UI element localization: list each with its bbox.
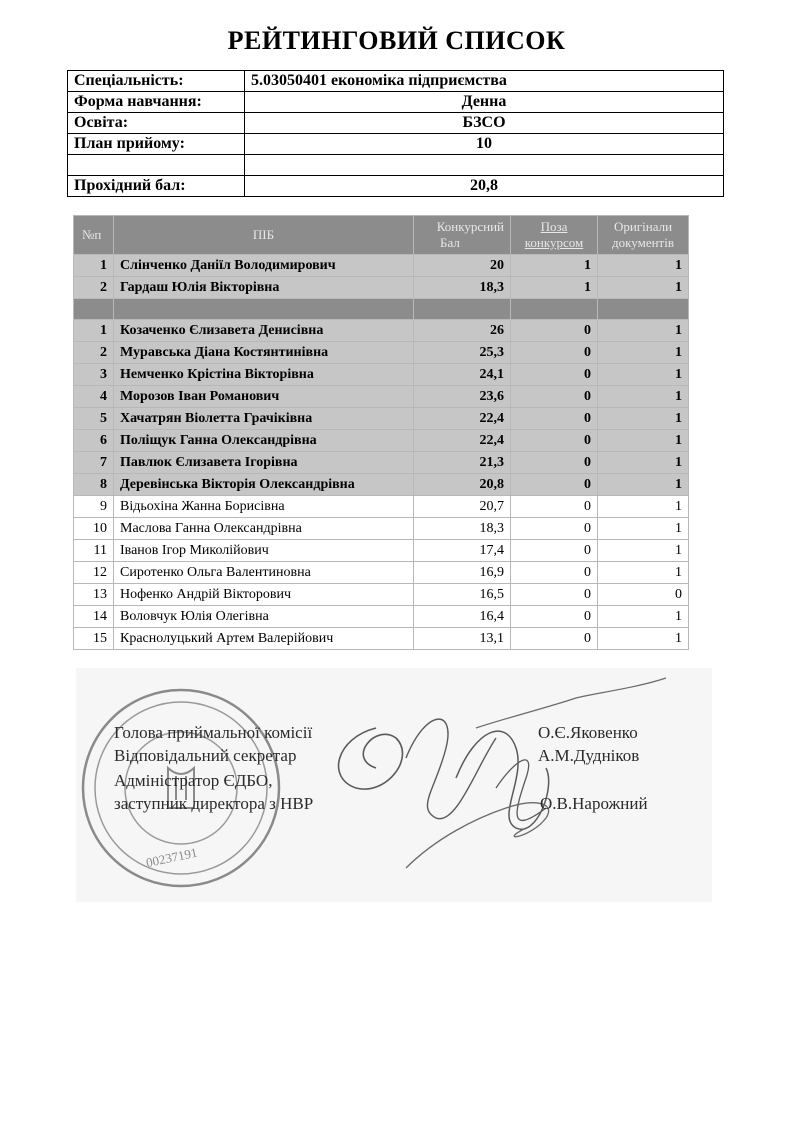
signature-block <box>76 668 712 902</box>
table-row <box>74 364 689 386</box>
row-score: 26 <box>414 320 511 342</box>
row-original-documents: 1 <box>598 342 689 364</box>
row-score: 22,4 <box>414 408 511 430</box>
row-original-documents: 1 <box>598 364 689 386</box>
row-out-of-competition: 0 <box>511 364 598 386</box>
row-original-documents: 1 <box>598 277 689 299</box>
row-out-of-competition: 0 <box>511 408 598 430</box>
study-form-label: Форма навчання: <box>68 92 245 113</box>
row-original-documents: 1 <box>598 408 689 430</box>
row-full-name: Морозов Іван Романович <box>114 386 414 408</box>
row-full-name: Іванов Ігор Миколійович <box>114 540 414 562</box>
passing-score-row <box>68 176 724 197</box>
header-competitive-score-line2: Бал <box>440 235 460 250</box>
row-out-of-competition: 0 <box>511 430 598 452</box>
row-full-name: Гардаш Юлія Вікторівна <box>114 277 414 299</box>
row-number: 15 <box>74 628 114 650</box>
row-number: 2 <box>74 277 114 299</box>
education-row <box>68 113 724 134</box>
row-out-of-competition: 0 <box>511 584 598 606</box>
row-original-documents: 1 <box>598 255 689 277</box>
empty-label-cell <box>68 155 245 176</box>
row-full-name: Козаченко Єлизавета Денисівна <box>114 320 414 342</box>
row-out-of-competition: 1 <box>511 255 598 277</box>
separator-cell <box>414 299 511 320</box>
row-number: 2 <box>74 342 114 364</box>
header-out-of-competition-line2: конкурсом <box>524 235 584 250</box>
separator-cell <box>511 299 598 320</box>
table-row <box>74 277 689 299</box>
ranking-table <box>73 215 689 650</box>
table-row <box>74 430 689 452</box>
row-out-of-competition: 0 <box>511 606 598 628</box>
row-score: 16,4 <box>414 606 511 628</box>
row-out-of-competition: 0 <box>511 474 598 496</box>
row-score: 25,3 <box>414 342 511 364</box>
role-edbo-administrator: Адміністратор ЄДБО, <box>114 771 273 790</box>
row-full-name: Краснолуцький Артем Валерійович <box>114 628 414 650</box>
row-score: 24,1 <box>414 364 511 386</box>
name-executive-secretary: А.М.Дудніков <box>538 746 640 765</box>
admission-plan-value: 10 <box>245 134 724 155</box>
header-original-documents <box>598 216 689 255</box>
ranking-header-row <box>74 216 689 255</box>
table-row <box>74 540 689 562</box>
row-number: 12 <box>74 562 114 584</box>
table-row <box>74 320 689 342</box>
row-original-documents: 1 <box>598 562 689 584</box>
header-competitive-score-line1: Конкурсний <box>436 219 504 234</box>
page-title: РЕЙТИНГОВИЙ СПИСОК <box>227 26 566 55</box>
row-full-name: Немченко Крістіна Вікторівна <box>114 364 414 386</box>
row-original-documents: 1 <box>598 386 689 408</box>
row-score: 20,7 <box>414 496 511 518</box>
row-original-documents: 1 <box>598 452 689 474</box>
row-full-name: Нофенко Андрій Вікторович <box>114 584 414 606</box>
row-score: 20,8 <box>414 474 511 496</box>
separator-cell <box>74 299 114 320</box>
row-number: 10 <box>74 518 114 540</box>
row-score: 16,9 <box>414 562 511 584</box>
row-out-of-competition: 0 <box>511 628 598 650</box>
row-number: 6 <box>74 430 114 452</box>
row-out-of-competition: 0 <box>511 496 598 518</box>
table-row <box>74 628 689 650</box>
empty-value-cell <box>245 155 724 176</box>
row-full-name: Сиротенко Ольга Валентиновна <box>114 562 414 584</box>
row-original-documents: 1 <box>598 606 689 628</box>
header-number: №п <box>74 216 114 255</box>
row-full-name: Поліщук Ганна Олександрівна <box>114 430 414 452</box>
row-full-name: Маслова Ганна Олександрівна <box>114 518 414 540</box>
row-original-documents: 1 <box>598 518 689 540</box>
row-original-documents: 1 <box>598 430 689 452</box>
passing-score-label: Прохідний бал: <box>68 176 245 197</box>
admission-plan-label: План прийому: <box>68 134 245 155</box>
separator-cell <box>598 299 689 320</box>
empty-row <box>68 155 724 176</box>
specialty-value: 5.03050401 економіка підприємства <box>245 71 724 92</box>
header-competitive-score <box>414 216 511 255</box>
row-full-name: Воловчук Юлія Олегівна <box>114 606 414 628</box>
role-commission-head: Голова приймальної комісії <box>114 723 313 742</box>
table-row <box>74 408 689 430</box>
row-original-documents: 0 <box>598 584 689 606</box>
row-number: 1 <box>74 320 114 342</box>
row-score: 17,4 <box>414 540 511 562</box>
seal-number: 00237191 <box>144 844 199 871</box>
row-original-documents: 1 <box>598 540 689 562</box>
row-out-of-competition: 0 <box>511 562 598 584</box>
row-number: 11 <box>74 540 114 562</box>
education-label: Освіта: <box>68 113 245 134</box>
table-row <box>74 518 689 540</box>
table-row <box>74 584 689 606</box>
row-number: 5 <box>74 408 114 430</box>
row-number: 8 <box>74 474 114 496</box>
specialty-row <box>68 71 724 92</box>
table-row <box>74 342 689 364</box>
table-row <box>74 474 689 496</box>
admission-info-table <box>67 70 724 197</box>
header-full-name: ПІБ <box>114 216 414 255</box>
row-score: 13,1 <box>414 628 511 650</box>
row-original-documents: 1 <box>598 474 689 496</box>
study-form-row <box>68 92 724 113</box>
row-full-name: Слінченко Даніїл Володимирович <box>114 255 414 277</box>
row-number: 3 <box>74 364 114 386</box>
row-number: 9 <box>74 496 114 518</box>
table-row <box>74 386 689 408</box>
header-out-of-competition <box>511 216 598 255</box>
study-form-value: Денна <box>245 92 724 113</box>
row-out-of-competition: 0 <box>511 540 598 562</box>
row-full-name: Муравська Діана Костянтинівна <box>114 342 414 364</box>
header-original-documents-line2: документів <box>612 235 674 250</box>
row-number: 7 <box>74 452 114 474</box>
table-row <box>74 606 689 628</box>
name-commission-head: О.Є.Яковенко <box>538 723 638 742</box>
row-score: 18,3 <box>414 277 511 299</box>
row-score: 18,3 <box>414 518 511 540</box>
row-out-of-competition: 0 <box>511 320 598 342</box>
admission-plan-row <box>68 134 724 155</box>
row-original-documents: 1 <box>598 496 689 518</box>
row-out-of-competition: 1 <box>511 277 598 299</box>
table-row <box>74 562 689 584</box>
separator-cell <box>114 299 414 320</box>
row-score: 21,3 <box>414 452 511 474</box>
table-row <box>74 496 689 518</box>
role-executive-secretary: Відповідальний секретар <box>114 746 297 765</box>
specialty-label: Спеціальність: <box>68 71 245 92</box>
name-edbo-administrator: О.В.Нарожний <box>540 794 648 813</box>
row-out-of-competition: 0 <box>511 386 598 408</box>
row-score: 23,6 <box>414 386 511 408</box>
header-original-documents-line1: Оригінали <box>613 219 673 234</box>
row-number: 14 <box>74 606 114 628</box>
row-out-of-competition: 0 <box>511 518 598 540</box>
header-out-of-competition-line1: Поза <box>540 219 568 234</box>
table-row <box>74 255 689 277</box>
education-value: БЗСО <box>245 113 724 134</box>
row-number: 13 <box>74 584 114 606</box>
row-score: 22,4 <box>414 430 511 452</box>
row-original-documents: 1 <box>598 628 689 650</box>
separator-row <box>74 299 689 320</box>
row-number: 1 <box>74 255 114 277</box>
passing-score-value: 20,8 <box>245 176 724 197</box>
row-full-name: Павлюк Єлизавета Ігорівна <box>114 452 414 474</box>
row-score: 20 <box>414 255 511 277</box>
role-deputy-director: заступник директора з НВР <box>114 794 314 813</box>
row-full-name: Хачатрян Віолетта Грачіківна <box>114 408 414 430</box>
row-original-documents: 1 <box>598 320 689 342</box>
row-score: 16,5 <box>414 584 511 606</box>
row-out-of-competition: 0 <box>511 342 598 364</box>
row-out-of-competition: 0 <box>511 452 598 474</box>
row-full-name: Деревінська Вікторія Олександрівна <box>114 474 414 496</box>
row-number: 4 <box>74 386 114 408</box>
table-row <box>74 452 689 474</box>
row-full-name: Відьохіна Жанна Борисівна <box>114 496 414 518</box>
